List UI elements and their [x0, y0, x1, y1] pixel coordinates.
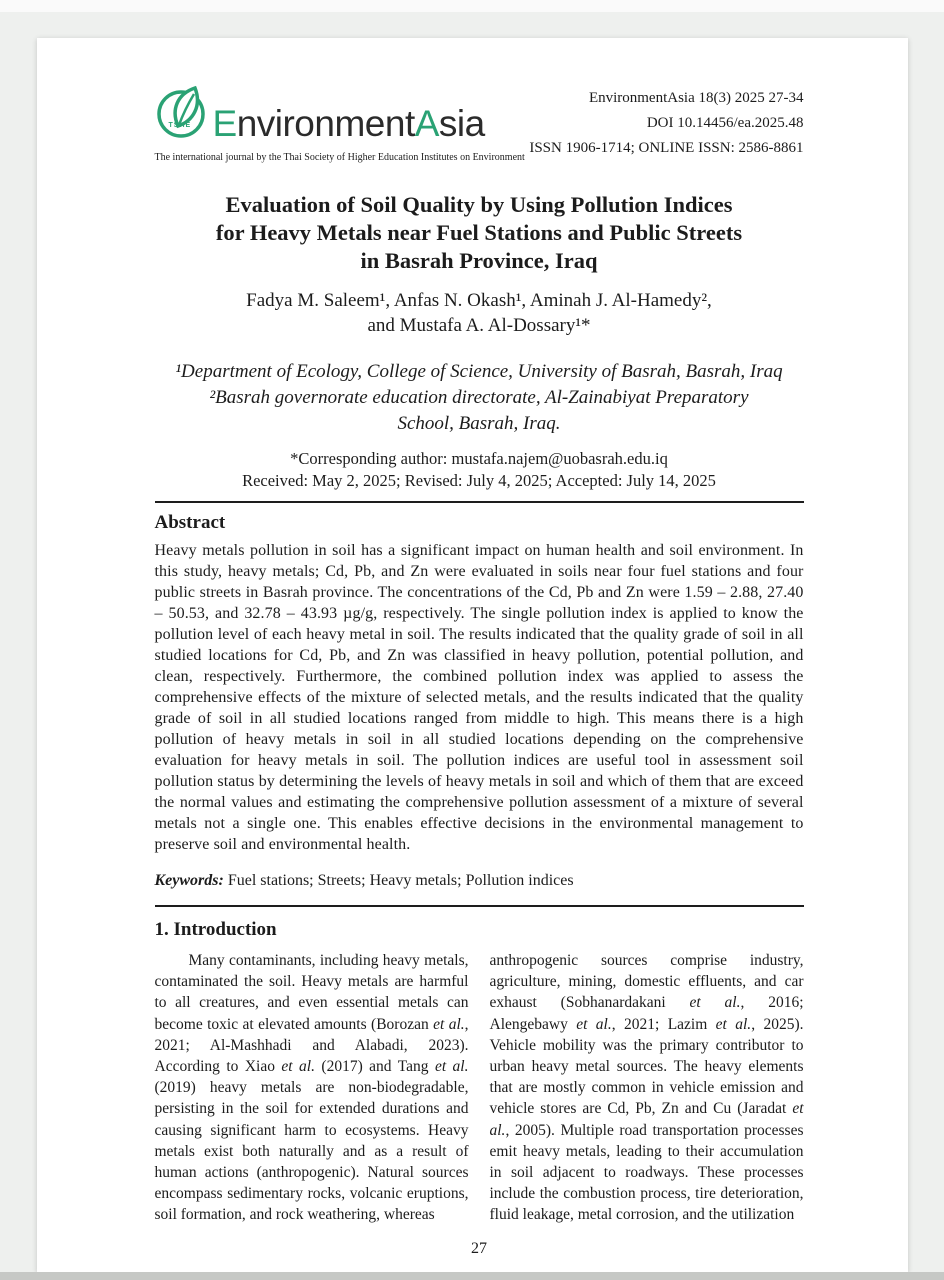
leaf-logo-icon — [155, 84, 211, 150]
title-line-2: for Heavy Metals near Fuel Stations and Public Streets — [215, 220, 743, 245]
author-list — [155, 288, 804, 338]
paper-title — [155, 191, 804, 275]
paper-page — [37, 38, 908, 1272]
author-line-2: and Mustafa A. Al-Dossary¹* — [367, 315, 591, 336]
keywords-label: Keywords: — [154, 872, 224, 889]
title-line-1: Evaluation of Soil Quality by Using Pollution Indices — [225, 192, 733, 217]
logotype-e: E — [212, 103, 237, 144]
affiliation-line-1: ¹Department of Ecology, College of Science, University of Basrah, Basrah, Iraq — [175, 361, 783, 382]
article-history: Received: May 2, 2025; Revised: July 4, 2025; Accepted: July 14, 2025 — [242, 471, 716, 490]
journal-tagline: The international journal by the Thai Society of Higher Education Institutes on Environment — [154, 152, 525, 163]
journal-logotype — [213, 105, 485, 142]
intro-column-left: Many contaminants, including heavy metals, contaminated the soil. Heavy metals are harmful to all creatures, and even essential metals can become toxic at elevated amounts (Borozan et al., 2021; Al-Mashhadi and Alabadi, 2023). According to Xiao et al. (2017) and Tang et al. (2019) heavy metals are non-biodegradable, persisting in the soil for extended durations and causing significant harm to ecosystems. Heavy metals exist both naturally and as a result of human actions (anthropogenic). Natural sources encompass sedimentary rocks, volcanic eruptions, soil formation, and rock weathering, whereas — [154, 952, 469, 1224]
introduction-columns — [155, 950, 804, 1226]
introduction-heading: 1. Introduction — [154, 919, 277, 940]
intro-column-right: anthropogenic sources comprise industry, agriculture, mining, domestic effluents, and car exhaust (Sobhanardakani et al., 2016; Alengebawy et al., 2021; Lazim et al., 2025). Vehicle mobility was the primary contributor to urban heavy metal sources. The heavy elements that are mostly common in vehicle emission and vehicle stores are Cd, Pb, Zn and Cu (Jaradat et al., 2005). Multiple road transportation processes emit heavy metals, leading to their accumulation in soil adjacent to roadways. These processes include the combustion process, tire deterioration, fluid leakage, metal corrosion, and the utilization — [489, 952, 804, 1224]
logo-small-text: TSHE — [168, 122, 192, 129]
page-number: 27 — [471, 1240, 487, 1257]
issn-line: ISSN 1906-1714; ONLINE ISSN: 2586-8861 — [529, 140, 804, 156]
journal-header — [155, 84, 804, 163]
journal-info — [529, 86, 803, 161]
divider-above-abstract — [155, 501, 804, 503]
title-line-3: in Basrah Province, Iraq — [360, 248, 598, 273]
affiliation-line-2: ²Basrah governorate education directorate, Al-Zainabiyat Preparatory — [209, 387, 749, 408]
corresponding-author: *Corresponding author: mustafa.najem@uobasrah.edu.iq — [290, 449, 668, 468]
abstract-text: Heavy metals pollution in soil has a significant impact on human health and soil environment. In this study, heavy metals; Cd, Pb, and Zn were evaluated in soils near four fuel stations and four public streets in Basrah province. The concentrations of the Cd, Pb and Zn were 1.59 – 2.88, 27.40 – 50.53, and 32.78 – 43.93 µg/g, respectively. The single pollution index is applied to know the pollution level of each heavy metal in soil. The results indicated that the quality grade of soil in all studied locations for Cd, Pb, and Zn was classified in heavy pollution, potential pollution, and clean, respectively. Furthermore, the combined pollution index was applied to assess the comprehensive effects of the mixture of selected metals, and the results indicated that the quality grade of soil in all studied locations ranged from middle to high. This means there is a high pollution of heavy metals in soil in all studied locations depending on the comprehensive evaluation for heavy metals in soil. The pollution indices are useful tool in assessment soil pollution status by determining the levels of heavy metals in soil and which of them that are exceed the normal values and estimating the comprehensive pollution assessment of a mixture of several metals not a single one. This enables effective decisions in the environmental management to preserve soil and environmental health. — [154, 542, 804, 853]
abstract-heading: Abstract — [154, 512, 226, 533]
logotype-a: A — [414, 103, 439, 144]
doi-line: DOI 10.14456/ea.2025.48 — [646, 115, 804, 131]
keywords-line — [155, 872, 804, 890]
divider-below-keywords — [155, 905, 804, 907]
affiliations — [155, 359, 804, 437]
affiliation-line-3: School, Basrah, Iraq. — [397, 413, 561, 434]
scan-bottom-edge — [0, 1272, 944, 1280]
logotype-nvironment: nvironment — [236, 103, 415, 144]
scan-top-edge — [0, 0, 944, 12]
keywords-text: Fuel stations; Streets; Heavy metals; Pollution indices — [223, 872, 574, 889]
logotype-sia: sia — [438, 103, 485, 144]
contact-block — [155, 448, 804, 492]
citation-line: EnvironmentAsia 18(3) 2025 27-34 — [588, 90, 804, 106]
author-line-1: Fadya M. Saleem¹, Anfas N. Okash¹, Aminah J. Al-Hamedy², — [246, 290, 712, 311]
journal-logo-block — [155, 84, 530, 163]
